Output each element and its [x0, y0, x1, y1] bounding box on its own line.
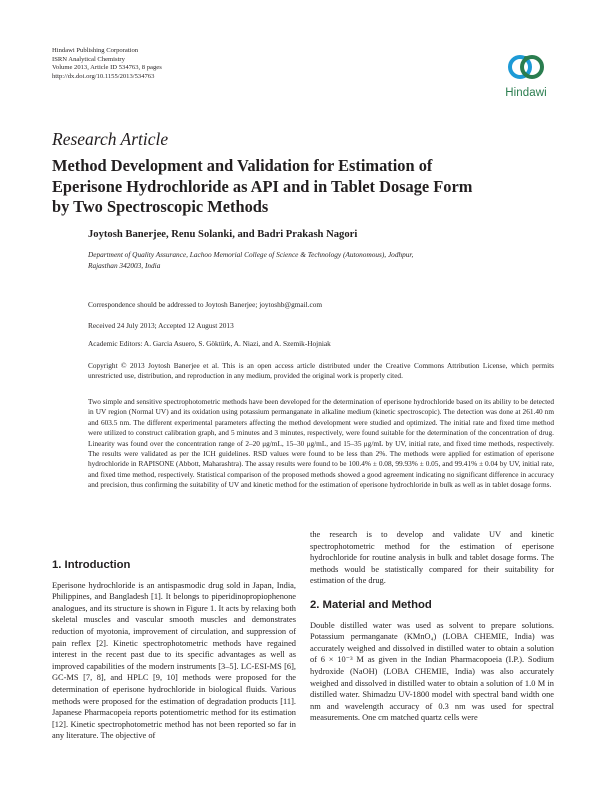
section-heading-material-method: 2. Material and Method [310, 598, 432, 611]
doi-link[interactable]: http://dx.doi.org/10.1155/2013/534763 [52, 73, 155, 81]
volume-info: Volume 2013, Article ID 534763, 8 pages [52, 64, 162, 72]
academic-editors: Academic Editors: A. Garcia Asuero, S. Göktürk, A. Niazi, and A. Szemik-Hojniak [88, 339, 331, 348]
abstract: Two simple and sensitive spectrophotometric methods have been developed for the determination of eperisone hydrochloride based on its ability to be detected in UV region (Normal UV) and its oxidation using potassium permanganate in alkaline medium (kinetic spectroscopic). The detection was done at 261.40 nm and 603.5 nm. The different experimental parameters affecting the method development were studied and optimized. The initial rate and fixed time method were utilized to construct calibration graph, and 5 minutes and 3 minutes, respectively, were found suitable for the determination of the concentration of drug. Linearity was found over the concentration range of 2–20 μg/mL, 15–30 μg/mL, and 15–35 μg/mL by UV, initial rate, and fixed time methods, respectively. The results were validated as per the ICH guidelines. RSD values were found to be less than 2%. The methods were applied for estimation of eperisone hydrochloride in RAPISONE (Abbott, Maharashtra). The assay results were found to be 100.4% ± 0.08, 99.93% ± 0.05, and 99.41% ± 0.04 by UV, initial rate, and fixed time method, respectively. Statistical comparison of the proposed methods showed a good agreement indicating no significant difference in accuracy and precision, thus confirming the suitability of UV and kinetic method for the estimation of eperisone hydrochloride in bulk as well as in tablet dosage forms. [88, 397, 554, 490]
methods-text: Double distilled water was used as solvent to prepare solutions. Potassium permanganate (KMnO₄) (LOBA CHEMIE, India) was accurately weighed and dissolved in distilled water to obtain a solution of 6 × 10⁻³ M as given in the Indian Pharmacopoeia (I.P.). Sodium hydroxide (NaOH) (LOBA CHEMIE, India) was also accurately weighed and dissolved in distilled water to obtain a solution of 1.0 M in distilled water. Shimadzu UV-1800 model with spectral band width one nm and wavelength accuracy of 0.3 nm was used for spectral measurements. One cm matched quartz cells were [310, 620, 554, 723]
correspondence: Correspondence should be addressed to Joytosh Banerjee; joytoshb@gmail.com [88, 300, 323, 309]
logo-text: Hindawi [505, 87, 547, 99]
introduction-text: Eperisone hydrochloride is an antispasmodic drug sold in Japan, India, Philippines, and Bangladesh [1]. It belongs to piperidinopropiophenone analogues, and its structure is shown in Figure 1. It acts by relaxing both skeletal muscles and vascular smooth muscles and demonstrates reduction of myotonia, improvement of circulation, and suppression of pain reflex [2]. Kinetic spectrophotometric methods have regained interest in the recent past due to its specific advantages as well as improved capabilities of the modern instruments [3–5]. LC-ESI-MS [6], GC-MS [7, 8], and HPLC [9, 10] methods were proposed for the determination of eperisone hydrochloride in biological fluids. Various methods were proposed for the estimation of degradation products [11]. Japanese Pharmacopeia reports potentiometric method for its estimation [12]. Kinetic spectrophotometric method has not been reported so far in any literature. The objective of [52, 580, 296, 741]
affiliation-line: Department of Quality Assurance, Lachoo Memorial College of Science & Technology (Autonomous), Jodhpur, [88, 250, 414, 259]
title-line: by Two Spectroscopic Methods [52, 197, 269, 216]
journal-name: ISRN Analytical Chemistry [52, 55, 125, 63]
introduction-text-continued: the research is to develop and validate UV and kinetic spectrophotometric method for the estimation of eperisone hydrochloride for routine analysis in bulk and tablet dosage forms. The methods would be statistically compared for their suitability for estimation of the drug. [310, 530, 554, 586]
title-line: Eperisone Hydrochloride as API and in Tablet Dosage Form [52, 176, 473, 196]
journal-header [52, 47, 162, 82]
left-column [52, 560, 296, 742]
copyright-notice: Copyright © 2013 Joytosh Banerjee et al. This is an open access article distributed under the Creative Commons Attribution License, which permits unrestricted use, distribution, and reproduction in any medium, provided the original work is properly cited. [88, 361, 554, 381]
publisher-name: Hindawi Publishing Corporation [52, 47, 139, 54]
affiliation [88, 249, 413, 271]
author-list: Joytosh Banerjee, Renu Solanki, and Badri Prakash Nagori [88, 229, 358, 240]
received-accepted-dates: Received 24 July 2013; Accepted 12 August 2013 [88, 321, 234, 330]
title-line: Method Development and Validation for Estimation of [52, 156, 433, 175]
section-heading-introduction: 1. Introduction [52, 559, 131, 571]
right-column [310, 529, 554, 724]
hindawi-logo-icon [497, 47, 555, 87]
article-type: Research Article [52, 129, 169, 149]
hindawi-logo [497, 47, 555, 105]
article-title [52, 156, 522, 218]
affiliation-line: Rajasthan 342003, India [88, 261, 161, 270]
